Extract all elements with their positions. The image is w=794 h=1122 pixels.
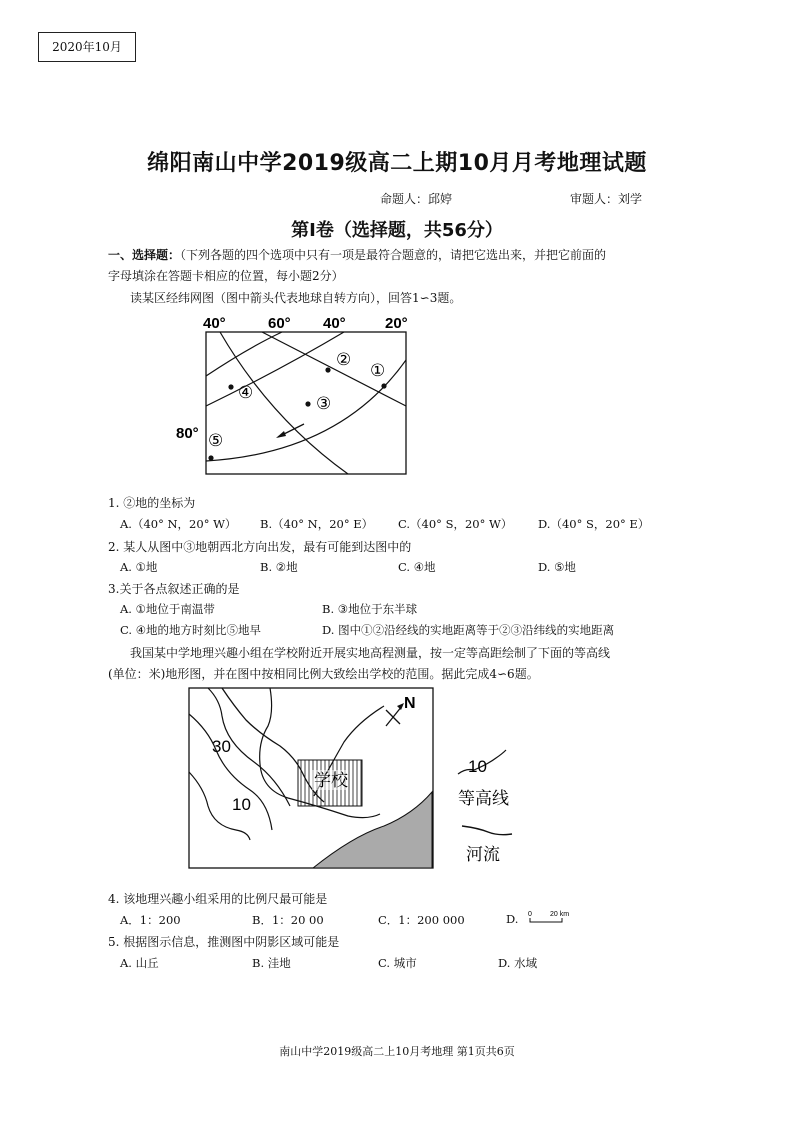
q3-option-a: A. ①地位于南温带 (120, 602, 215, 616)
legend-river-symbol (462, 826, 512, 835)
scale-bar-end: 20 km (550, 911, 570, 918)
contour-map (188, 686, 438, 872)
scale-bar (522, 906, 586, 928)
q1-option-b: B.（40° N，20° E） (260, 517, 374, 531)
intro-text-2-line-1: 我国某中学地理兴趣小组在学校附近开展实地高程测量，按一定等高距绘制了下面的等高线 (130, 646, 611, 660)
date-box: 2020年10月 (38, 32, 136, 62)
legend-river-label: 河流 (466, 845, 500, 864)
q1-stem: 1. ②地的坐标为 (108, 496, 196, 510)
point-5-label: ⑤ (208, 431, 224, 450)
section-instructions (108, 246, 606, 263)
lat-label-80: 80° (176, 425, 199, 442)
question-reviewer: 审题人：刘学 (570, 192, 643, 206)
q4-option-b: B．1：20 00 (252, 913, 324, 927)
question-setter: 命题人：邱婷 (380, 192, 453, 206)
q5-option-d: D. 水域 (498, 956, 538, 970)
legend-contour-label: 等高线 (458, 789, 509, 808)
point-5-dot (208, 455, 213, 460)
q3-stem: 3.关于各点叙述正确的是 (108, 582, 240, 596)
point-4-label: ④ (238, 383, 254, 402)
q5-option-a: A. 山丘 (120, 956, 159, 970)
q4-option-a: A．1：200 (120, 913, 181, 927)
north-arrow-head (397, 703, 404, 710)
scale-bar-zero: 0 (528, 911, 532, 918)
point-3-dot (305, 401, 310, 406)
instructions-line-2: 字母填涂在答题卡相应的位置，每小题2分） (108, 269, 344, 283)
q4-option-d: D. (506, 912, 519, 926)
scale-bar-line (530, 918, 562, 922)
graticule-map (170, 308, 420, 480)
instructions-line-1: （下列各题的四个选项中只有一项是最符合题意的，请把它选出来，并把它前面的 (180, 248, 607, 262)
section-title: 第Ⅰ卷（选择题，共56分） (291, 220, 503, 241)
lat-label-60: 60° (268, 315, 291, 332)
contour-label-10: 10 (232, 795, 251, 814)
contour-legend (452, 744, 532, 868)
q2-option-a: A. ①地 (120, 560, 158, 574)
point-3-label: ③ (316, 394, 332, 413)
part-label: 一、选择题： (108, 248, 181, 262)
q5-option-c: C. 城市 (378, 956, 417, 970)
lon-label-20: 20° (385, 315, 408, 332)
q2-option-c: C. ④地 (398, 560, 436, 574)
q5-option-b: B. 洼地 (252, 956, 291, 970)
point-2-dot (325, 367, 330, 372)
q1-option-c: C.（40° S，20° W） (398, 517, 513, 531)
point-1-label: ① (370, 361, 386, 380)
legend-contour-value: 10 (468, 757, 487, 776)
q3-option-b: B. ③地位于东半球 (322, 602, 418, 616)
school-label: 学校 (314, 771, 348, 790)
exam-title: 绵阳南山中学2019级高二上期10月月考地理试题 (147, 151, 647, 176)
intro-text-1: 读某区经纬网图（图中箭头代表地球自转方向），回答1∽3题。 (130, 291, 462, 305)
q5-stem: 5. 根据图示信息，推测图中阴影区域可能是 (108, 935, 340, 949)
north-label: N (404, 695, 416, 712)
q3-option-d: D. 图中①②沿经线的实地距离等于②③沿纬线的实地距离 (322, 623, 615, 637)
page-footer: 南山中学2019级高二上10月考地理 第1页共6页 (279, 1045, 515, 1058)
lat-label-40-left: 40° (203, 315, 226, 332)
intro-text-2-line-2: (单位：米)地形图，并在图中按相同比例大致绘出学校的范围。据此完成4∽6题。 (108, 667, 539, 681)
contour-label-30: 30 (212, 737, 231, 756)
point-1-dot (381, 383, 386, 388)
q1-option-a: A.（40° N，20° W） (120, 517, 237, 531)
q2-stem: 2. 某人从图中③地朝西北方向出发，最有可能到达图中的 (108, 540, 412, 554)
lon-label-40: 40° (323, 315, 346, 332)
q4-stem: 4. 该地理兴趣小组采用的比例尺最可能是 (108, 892, 328, 906)
point-2-label: ② (336, 350, 352, 369)
q3-option-c: C. ④地的地方时刻比⑤地早 (120, 623, 262, 637)
q4-option-c: C．1：200 000 (378, 913, 465, 927)
point-4-dot (228, 384, 233, 389)
q1-option-d: D.（40° S，20° E） (538, 517, 650, 531)
q2-option-d: D. ⑤地 (538, 560, 576, 574)
q2-option-b: B. ②地 (260, 560, 298, 574)
rotation-arrow-head (276, 431, 286, 438)
